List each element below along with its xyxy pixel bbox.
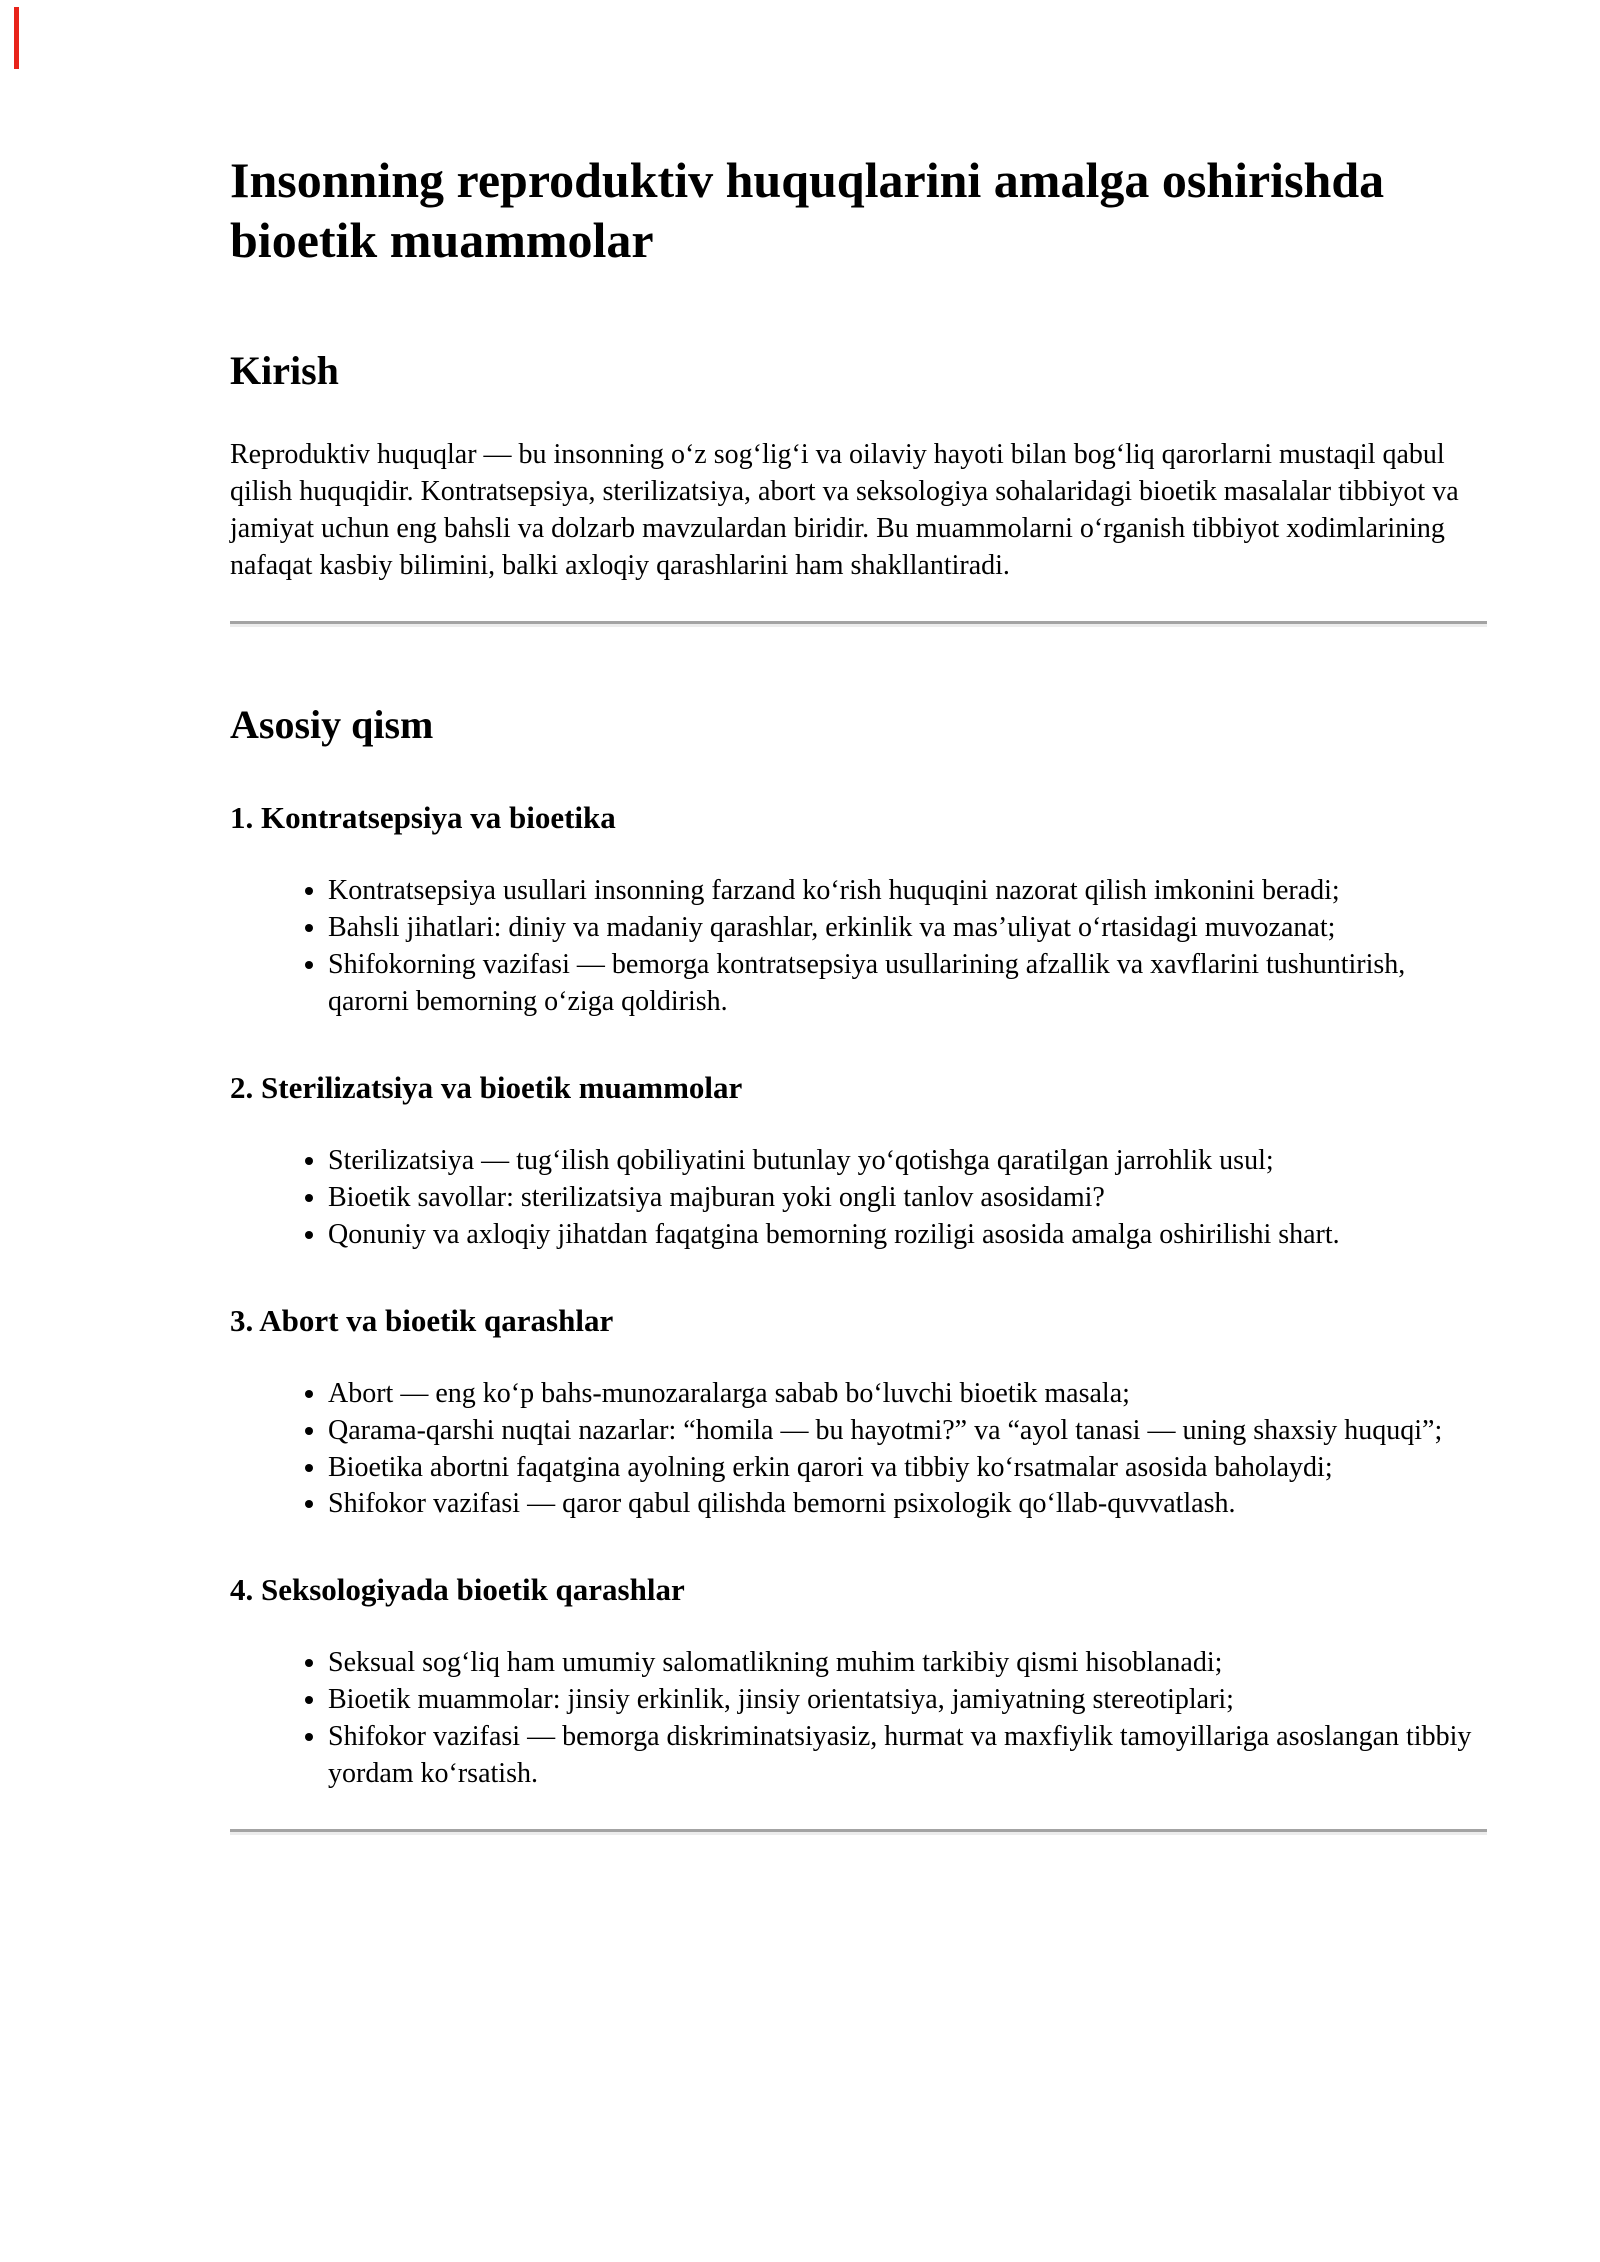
bullet-item: • Sterilizatsiya — tug‘ilish qobiliyatini butunlay yo‘qotishga qaratilgan jarrohlik usul;	[328, 1143, 1487, 1180]
subsection-heading-seksologiya: 4. Seksologiyada bioetik qarashlar	[230, 1572, 685, 1608]
document-content	[230, 0, 1487, 1832]
bullet-item: • Shifokorning vazifasi — bemorga kontratsepsiya usullarining afzallik va xavflarini tushuntirish, qarorni bemorning o‘ziga qoldirish.	[328, 947, 1487, 1021]
bullet-list-kontratsepsiya	[230, 873, 1487, 1021]
section-heading-kirish: Kirish	[230, 348, 339, 393]
divider-top	[230, 621, 1487, 624]
subsection-heading-sterilizatsiya: 2. Sterilizatsiya va bioetik muammolar	[230, 1069, 743, 1105]
bullet-item: • Bahsli jihatlari: diniy va madaniy qarashlar, erkinlik va mas’uliyat o‘rtasidagi muvozanat;	[328, 910, 1487, 947]
bullet-item: • Abort — eng ko‘p bahs-munozaralarga sabab bo‘luvchi bioetik masala;	[328, 1376, 1487, 1413]
bullet-item: • Qonuniy va axloqiy jihatdan faqatgina bemorning roziligi asosida amalga oshirilishi shart.	[328, 1217, 1487, 1254]
document-title: Insonning reproduktiv huquqlarini amalga oshirishda bioetik muammolar	[230, 152, 1385, 268]
bullet-item: • Seksual sog‘liq ham umumiy salomatlikning muhim tarkibiy qismi hisoblanadi;	[328, 1645, 1487, 1682]
red-corner-marker	[14, 7, 19, 69]
intro-paragraph: Reproduktiv huquqlar — bu insonning o‘z sog‘lig‘i va oilaviy hayoti bilan bog‘liq qarorlarni mustaqil qabul qilish huquqidir. Kontratsepsiya, sterilizatsiya, abort va seksologiya sohalaridagi bioetik masalalar tibbiyot va jamiyat uchun eng bahsli va dolzarb mavzulardan biridir. Bu muammolarni o‘rganish tibbiyot xodimlarining nafaqat kasbiy bilimini, balki axloqiy qarashlarini ham shakllantiradi.	[230, 439, 1459, 581]
bullet-item: • Qarama-qarshi nuqtai nazarlar: “homila — bu hayotmi?” va “ayol tanasi — uning shaxsiy huquqi”;	[328, 1413, 1487, 1450]
subsection-heading-abort: 3. Abort va bioetik qarashlar	[230, 1302, 614, 1338]
bullet-list-abort	[230, 1376, 1487, 1524]
divider-bottom	[230, 1829, 1487, 1832]
bullet-item: • Bioetik savollar: sterilizatsiya majburan yoki ongli tanlov asosidami?	[328, 1180, 1487, 1217]
bullet-item: • Shifokor vazifasi — bemorga diskriminatsiyasiz, hurmat va maxfiylik tamoyillariga asoslangan tibbiy yordam ko‘rsatish.	[328, 1719, 1487, 1793]
section-heading-asosiy-qism: Asosiy qism	[230, 701, 434, 747]
bullet-list-sterilizatsiya	[230, 1143, 1487, 1254]
subsection-heading-kontratsepsiya: 1. Kontratsepsiya va bioetika	[230, 799, 616, 835]
bullet-item: • Shifokor vazifasi — qaror qabul qilishda bemorni psixologik qo‘llab-quvvatlash.	[328, 1486, 1487, 1523]
bullet-list-seksologiya	[230, 1645, 1487, 1793]
bullet-item: • Bioetika abortni faqatgina ayolning erkin qarori va tibbiy ko‘rsatmalar asosida baholaydi;	[328, 1450, 1487, 1487]
bullet-item: • Kontratsepsiya usullari insonning farzand ko‘rish huquqini nazorat qilish imkonini beradi;	[328, 873, 1487, 910]
bullet-item: • Bioetik muammolar: jinsiy erkinlik, jinsiy orientatsiya, jamiyatning stereotiplari;	[328, 1682, 1487, 1719]
